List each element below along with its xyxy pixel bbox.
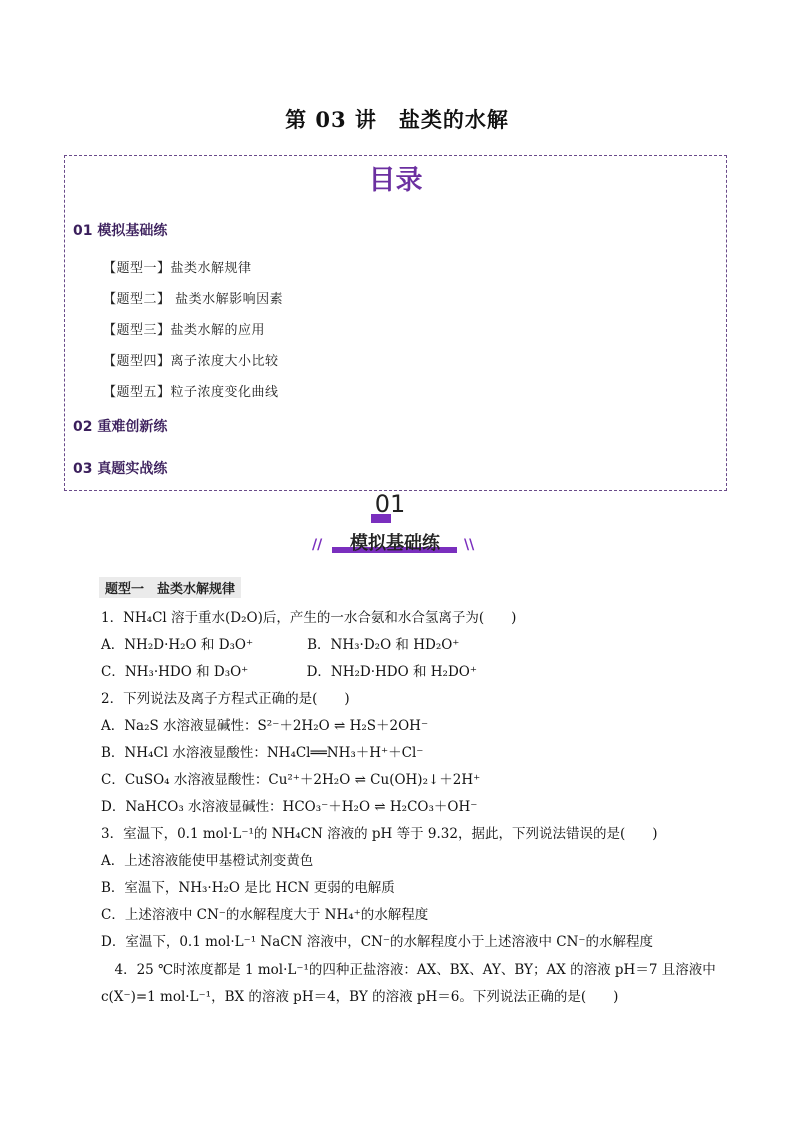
question-3-stem: 3．室温下，0.1 mol·L⁻¹的 NH₄CN 溶液的 pH 等于 9.32，据此，下列说法错误的是( ) [101,826,658,842]
section-banner [310,527,480,555]
toc-item-type-1[interactable]: 【题型一】盐类水解规律 [103,261,252,276]
question-3-option-d: D．室温下，0.1 mol·L⁻¹ NaCN 溶液中，CN⁻的水解程度小于上述溶液中 CN⁻的水解程度 [101,934,654,950]
toc-section-2[interactable]: 02 重难创新练 [73,419,168,435]
section-number: 01 [374,490,406,518]
question-4-stem-line-1: 4．25 ℃时浓度都是 1 mol·L⁻¹的四种正盐溶液：AX、BX、AY、BY；AX 的溶液 pH＝7 且溶液中 [101,962,716,978]
question-3-option-a: A．上述溶液能使甲基橙试剂变黄色 [101,853,314,869]
question-2-option-c: C．CuSO₄ 水溶液显酸性：Cu²⁺＋2H₂O ⇌ Cu(OH)₂↓＋2H⁺ [101,772,481,788]
toc-item-type-4[interactable]: 【题型四】离子浓度大小比较 [103,354,279,369]
question-2-option-b: B．NH₄Cl 水溶液显酸性：NH₄Cl══NH₃＋H⁺＋Cl⁻ [101,745,424,761]
question-3-option-c: C．上述溶液中 CN⁻的水解程度大于 NH₄⁺的水解程度 [101,907,429,923]
page-title: 第 03 讲 盐类的水解 [285,107,509,132]
toc-item-type-2[interactable]: 【题型二】 盐类水解影响因素 [103,292,284,307]
toc-item-type-5[interactable]: 【题型五】粒子浓度变化曲线 [103,385,279,400]
question-2-option-a: A．Na₂S 水溶液显碱性：S²⁻＋2H₂O ⇌ H₂S＋2OH⁻ [101,718,429,734]
question-1-stem: 1．NH₄Cl 溶于重水(D₂O)后，产生的一水合氨和水合氢离子为( ) [101,610,517,626]
question-4-stem-line-2: c(X⁻)=1 mol·L⁻¹，BX 的溶液 pH＝4，BY 的溶液 pH＝6。下列说法正确的是( ) [101,989,619,1005]
question-2-option-d: D．NaHCO₃ 水溶液显碱性：HCO₃⁻＋H₂O ⇌ H₂CO₃＋OH⁻ [101,799,478,815]
question-1-options-ab: A．NH₂D·H₂O 和 D₃O⁺ B．NH₃·D₂O 和 HD₂O⁺ [101,637,460,653]
question-type-label: 题型一 盐类水解规律 [99,577,241,598]
question-1-options-cd: C．NH₃·HDO 和 D₃O⁺ D．NH₂D·HDO 和 H₂DO⁺ [101,664,477,680]
toc-item-type-3[interactable]: 【题型三】盐类水解的应用 [103,323,266,338]
toc-section-3[interactable]: 03 真题实战练 [73,461,168,477]
left-slash-decoration: // [312,537,323,553]
toc-section-1[interactable]: 01 模拟基础练 [73,223,168,239]
question-3-option-b: B．室温下，NH₃·H₂O 是比 HCN 更弱的电解质 [101,880,395,896]
right-slash-decoration: \\ [464,537,475,553]
toc-heading: 目录 [368,165,423,196]
table-of-contents [64,155,727,491]
question-2-stem: 2．下列说法及离子方程式正确的是( ) [101,691,350,707]
section-title: 模拟基础练 [350,533,440,554]
